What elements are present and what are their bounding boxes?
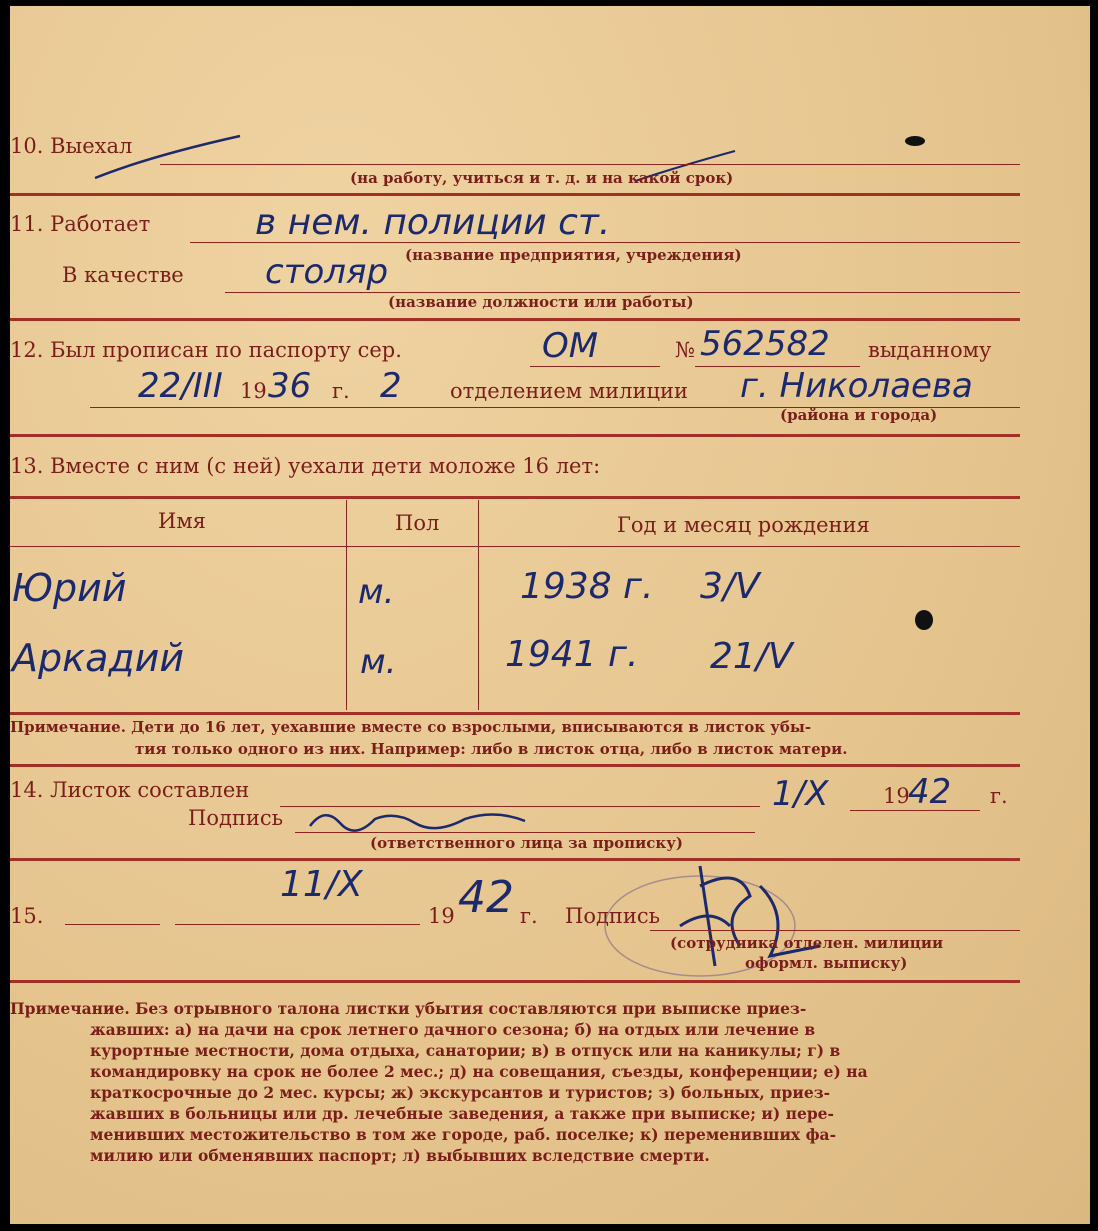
issue-date: 22/III	[138, 366, 223, 406]
child-sex: м.	[358, 572, 395, 612]
document-page	[10, 6, 1090, 1224]
note-2-line: милию или обменявших паспорт; л) выбывших вследствие смерти.	[90, 1146, 710, 1165]
compiled-year: 42	[908, 772, 952, 812]
note-2-line: менивших местожительство в том же городе, раб. поселке; к) переменивших фа-	[90, 1125, 837, 1144]
child-year: 1941 г.	[505, 634, 639, 675]
note-2-line: Примечание. Без отрывного талона листки убытия составляются при выписке приез-	[10, 999, 807, 1018]
child-sex: м.	[360, 642, 397, 682]
field-14-label: 14. Листок составлен	[10, 778, 250, 802]
field-10-sub: (на работу, учиться и т. д. и на какой срок)	[350, 169, 734, 187]
field-11b-label: В качестве	[62, 263, 184, 287]
year-suffix: г.	[332, 379, 350, 403]
field-11-value: в нем. полиции ст.	[255, 202, 611, 243]
field-15-sub-2: оформл. выписку)	[745, 954, 908, 972]
field-10-label: 10. Выехал	[10, 134, 133, 158]
child-name: Аркадий	[12, 636, 185, 680]
section-divider	[10, 193, 1020, 196]
rule-10	[160, 164, 1020, 165]
passport-series: ОМ	[542, 326, 599, 366]
note-2-line: курортные местности, дома отдыха, санатории; в) в отпуск или на каникулы; г) в	[90, 1041, 841, 1060]
section-divider	[10, 764, 1020, 767]
year-prefix: 19	[428, 904, 455, 928]
table-top-rule	[10, 496, 1020, 499]
section-divider	[10, 318, 1020, 321]
rule-15-day	[65, 924, 160, 925]
issue-year: 36	[268, 366, 312, 406]
note-1-line-1: Примечание. Дети до 16 лет, уехавшие вместе со взрослыми, вписываются в листок убы-	[10, 718, 812, 736]
year-prefix: 19	[883, 784, 910, 808]
section-divider	[10, 980, 1020, 983]
extract-year: 42	[458, 872, 514, 923]
table-col-divider	[346, 500, 347, 710]
note-2-line: краткосрочные до 2 мес. курсы; ж) экскурсантов и туристов; з) больных, приез-	[90, 1083, 831, 1102]
header-name: Имя	[158, 509, 206, 533]
note-2-line: жавших: а) на дачи на срок летнего дачного сезона; б) на отдых или лечение в	[90, 1020, 816, 1039]
child-name: Юрий	[12, 566, 127, 610]
field-11b-value: столяр	[265, 252, 389, 292]
rule-11	[190, 242, 1020, 243]
year-suffix: г.	[520, 904, 538, 928]
extract-date: 11/X	[280, 864, 363, 905]
child-day: 3/V	[700, 566, 760, 607]
rule-series	[530, 366, 660, 367]
year-suffix: г.	[990, 784, 1008, 808]
rule-15-month	[175, 924, 420, 925]
rule-15-sign	[650, 930, 1020, 931]
field-11-label: 11. Работает	[10, 212, 151, 236]
rule-14-year	[850, 810, 980, 811]
field-15-label: 15.	[10, 904, 44, 928]
field-13-label: 13. Вместе с ним (с ней) уехали дети моложе 16 лет:	[10, 454, 601, 478]
issued-label: выданному	[868, 338, 992, 362]
section-divider	[10, 434, 1020, 437]
dash-stroke-10	[90, 126, 250, 186]
note-2-line: командировку на срок не более 2 мес.; д) на совещания, съезды, конференции; е) на	[90, 1062, 868, 1081]
passport-no-label: №	[675, 338, 695, 362]
table-bottom-rule	[10, 712, 1020, 715]
police-dept-label: отделением милиции	[450, 379, 688, 403]
header-birth: Год и месяц рождения	[617, 513, 870, 537]
field-11b-sub: (название должности или работы)	[388, 293, 694, 311]
field-12-label: 12. Был прописан по паспорту сер.	[10, 338, 402, 362]
child-day: 21/V	[710, 636, 793, 677]
note-2-line: жавших в больницы или др. лечебные заведения, а также при выписке; и) пере-	[90, 1104, 834, 1123]
issuing-city: г. Николаева	[740, 366, 973, 406]
field-15-sub-1: (сотрудника отделен. милиции	[670, 934, 944, 952]
police-dept-no: 2	[380, 366, 402, 406]
child-year: 1938 г.	[520, 566, 654, 607]
paper-hole	[905, 136, 925, 146]
note-1-line-2: тия только одного из них. Например: либо в листок отца, либо в листок матери.	[135, 740, 848, 758]
signature-label: Подпись	[565, 904, 661, 928]
field-12-sub: (района и города)	[780, 406, 938, 424]
field-14-sub: (ответственного лица за прописку)	[370, 834, 683, 852]
year-prefix: 19	[240, 379, 267, 403]
table-col-divider	[478, 500, 479, 710]
passport-no: 562582	[700, 324, 830, 364]
table-header-rule	[10, 546, 1020, 547]
signature-label: Подпись	[188, 806, 284, 830]
compiled-date: 1/X	[772, 774, 829, 814]
paper-hole	[915, 610, 933, 630]
field-11-sub: (название предприятия, учреждения)	[405, 246, 742, 264]
header-sex: Пол	[395, 511, 440, 535]
